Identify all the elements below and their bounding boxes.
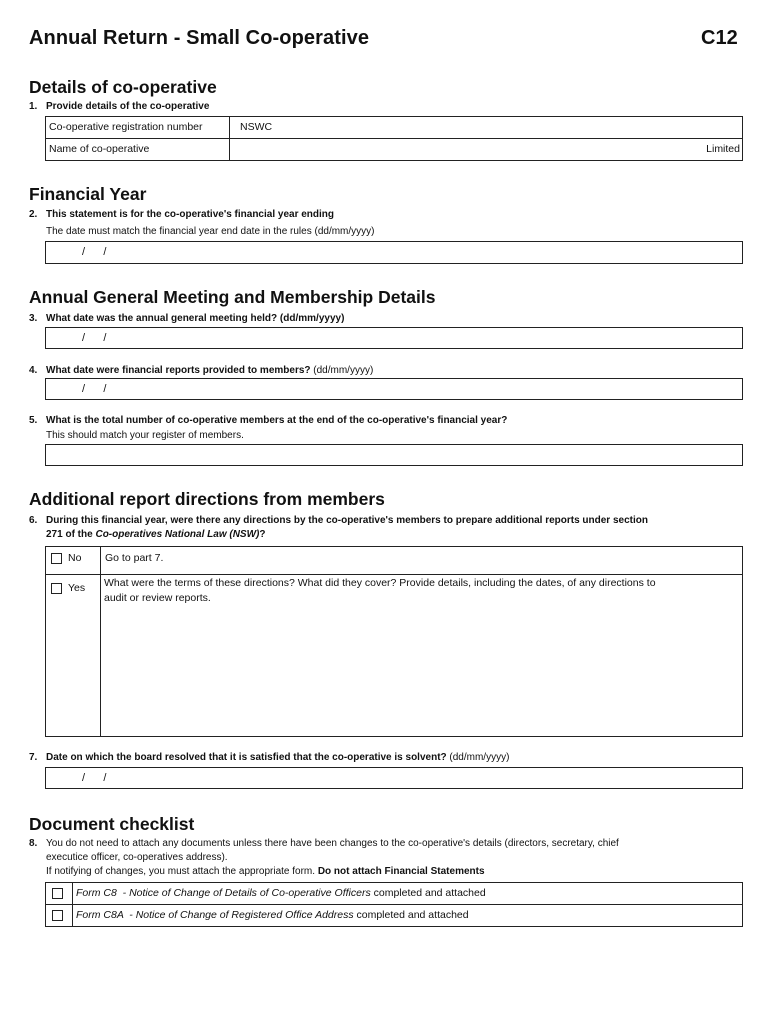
table-divider — [46, 904, 742, 905]
q6-answer-table — [45, 546, 743, 737]
yes-question-line1: What were the terms of these directions? What did they cover? Provide details, including the dates, of any directions to — [104, 577, 656, 589]
section-checklist-heading: Document checklist — [29, 814, 195, 834]
form-code: C12 — [701, 27, 738, 49]
q3-number: 3. — [29, 313, 38, 324]
q4-question — [46, 365, 373, 376]
q8-line3-bold: Do not attach Financial Statements — [317, 866, 485, 877]
q2-note: The date must match the financial year end date in the rules (dd/mm/yyyy) — [46, 226, 375, 237]
date-separators: / / — [82, 332, 107, 344]
form-c8a-status: completed and attached — [353, 909, 469, 921]
q5-members-input[interactable] — [45, 444, 743, 466]
date-separators: / / — [82, 772, 107, 784]
q8-line1: You do not need to attach any documents unless there have been changes to the co-operative's details (directors, secretary, chief — [46, 838, 619, 849]
section-financial-year-heading: Financial Year — [29, 184, 147, 204]
table-divider — [46, 138, 742, 139]
checklist-table — [45, 882, 743, 927]
no-label: No — [68, 552, 82, 564]
form-c8a-item — [76, 909, 469, 921]
q2-date-input[interactable] — [45, 241, 743, 264]
date-separators: / / — [82, 246, 107, 258]
q5-number: 5. — [29, 415, 38, 426]
q4-number: 4. — [29, 365, 38, 376]
date-separators: / / — [82, 383, 107, 395]
q7-date-input[interactable] — [45, 767, 743, 789]
q3-text: What date was the annual general meeting held? (dd/mm/yyyy) — [46, 313, 345, 324]
section-additional-heading: Additional report directions from members — [29, 489, 385, 509]
table-divider — [100, 547, 101, 736]
table-divider — [46, 574, 742, 575]
q5-note: This should match your register of members. — [46, 430, 244, 441]
coop-name-input[interactable] — [232, 140, 740, 158]
reg-number-input[interactable] — [240, 121, 735, 135]
q1-text: Provide details of the co-operative — [46, 101, 210, 112]
q4-text: What date were financial reports provided to members? — [46, 365, 311, 376]
q8-number: 8. — [29, 838, 38, 849]
no-instruction: Go to part 7. — [105, 552, 164, 564]
q7-format: (dd/mm/yyyy) — [446, 752, 510, 763]
q6-text-part: 271 of the — [46, 529, 96, 540]
q2-text: This statement is for the co-operative's financial year ending — [46, 209, 335, 220]
q4-date-input[interactable] — [45, 378, 743, 400]
form-c8-item — [76, 887, 486, 899]
law-title: Co-operatives National Law (NSW) — [95, 529, 260, 540]
q6-text-end: ? — [259, 529, 266, 540]
q3-date-input[interactable] — [45, 327, 743, 349]
q4-format: (dd/mm/yyyy) — [310, 365, 374, 376]
yes-checkbox[interactable] — [51, 583, 62, 594]
q7-question — [46, 752, 509, 763]
q8-line3 — [46, 866, 485, 877]
q2-number: 2. — [29, 209, 38, 220]
q6-number: 6. — [29, 515, 38, 526]
q6-text-line2 — [46, 529, 265, 540]
q8-line2: executice officer, co-operatives address). — [46, 852, 228, 863]
section-agm-heading: Annual General Meeting and Membership Details — [29, 287, 436, 307]
no-checkbox[interactable] — [51, 553, 62, 564]
q8-line3-text: If notifying of changes, you must attach the appropriate form. — [46, 866, 318, 877]
yes-label: Yes — [68, 582, 86, 594]
q5-text: What is the total number of co-operative members at the end of the co-operative's financial year? — [46, 415, 508, 426]
q6-text-line1: During this financial year, were there any directions by the co-operative's members to prepare additional reports under section — [46, 515, 648, 526]
q7-text: Date on which the board resolved that it is satisfied that the co-operative is solvent? — [46, 752, 447, 763]
form-c8-checkbox[interactable] — [52, 888, 63, 899]
reg-number-prefix: NSWC — [240, 121, 273, 133]
q1-number: 1. — [29, 101, 38, 112]
coop-name-suffix: Limited — [706, 143, 740, 155]
form-c8-status: completed and attached — [370, 887, 486, 899]
section-details-heading: Details of co-operative — [29, 77, 217, 97]
form-c8a-checkbox[interactable] — [52, 910, 63, 921]
reg-number-label: Co-operative registration number — [49, 121, 203, 133]
q1-details-table — [45, 116, 743, 161]
form-c8-title: Form C8 - Notice of Change of Details of Co-operative Officers — [76, 887, 371, 899]
directions-details-textarea[interactable] — [102, 609, 738, 733]
form-c8a-title: Form C8A - Notice of Change of Registered Office Address — [76, 909, 354, 921]
page-title: Annual Return - Small Co-operative — [29, 27, 370, 49]
coop-name-label: Name of co-operative — [49, 143, 150, 155]
yes-question-line2: audit or review reports. — [104, 592, 211, 604]
q7-number: 7. — [29, 752, 38, 763]
